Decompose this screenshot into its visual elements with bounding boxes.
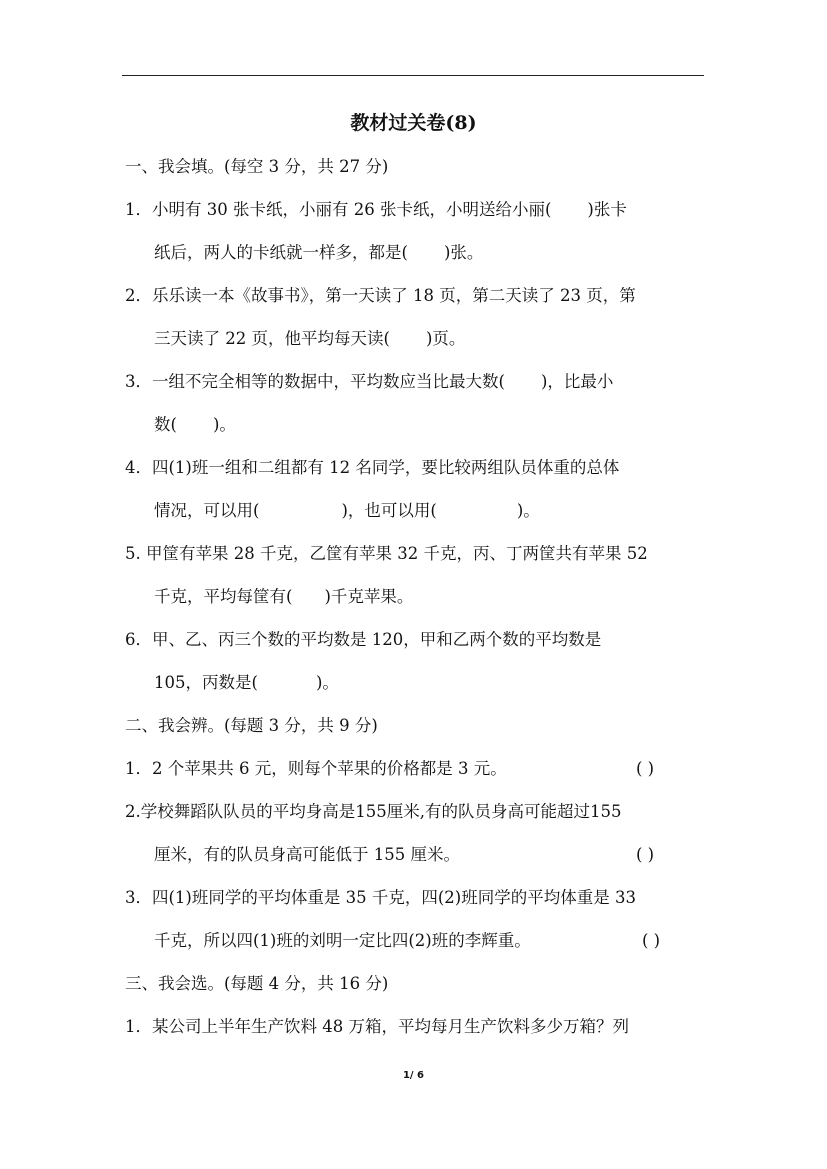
section-2-heading: 二、我会辨。(每题 3 分，共 9 分) bbox=[125, 716, 378, 735]
section-1-heading: 一、我会填。(每空 3 分，共 27 分) bbox=[125, 157, 389, 176]
s1-q4-line2: 情况，可以用( )，也可以用( )。 bbox=[154, 501, 540, 520]
s3-q1-line1: 1．某公司上半年生产饮料 48 万箱，平均每月生产饮料多少万箱？列 bbox=[125, 1017, 629, 1036]
s2-q1-line1: 1．2 个苹果共 6 元，则每个苹果的价格都是 3 元。 bbox=[125, 759, 507, 778]
page-number: 1/ 6 bbox=[402, 1070, 425, 1081]
s2-q2-answer-bracket[interactable]: ( ) bbox=[636, 845, 655, 864]
section-3-heading: 三、我会选。(每题 4 分，共 16 分) bbox=[125, 974, 389, 993]
s1-q5-line2: 千克，平均每筐有( )千克苹果。 bbox=[154, 587, 414, 606]
s2-q2-line2: 厘米，有的队员身高可能低于 155 厘米。 bbox=[154, 845, 460, 864]
page-title: 教材过关卷(8) bbox=[350, 112, 477, 134]
s1-q4-line1: 4．四(1)班一组和二组都有 12 名同学，要比较两组队员体重的总体 bbox=[125, 458, 620, 477]
s1-q1-line2: 纸后，两人的卡纸就一样多，都是( )张。 bbox=[154, 243, 484, 262]
s1-q3-line1: 3．一组不完全相等的数据中，平均数应当比最大数( )，比最小 bbox=[125, 372, 614, 391]
s1-q2-line2: 三天读了 22 页，他平均每天读( )页。 bbox=[154, 329, 466, 348]
s1-q5-line1: 5. 甲筐有苹果 28 千克，乙筐有苹果 32 千克，丙、丁两筐共有苹果 52 bbox=[125, 544, 648, 563]
s2-q3-line2: 千克，所以四(1)班的刘明一定比四(2)班的李辉重。 bbox=[154, 931, 531, 950]
s1-q1-line1: 1．小明有 30 张卡纸，小丽有 26 张卡纸，小明送给小丽( )张卡 bbox=[125, 200, 627, 219]
s2-q3-line1: 3．四(1)班同学的平均体重是 35 千克，四(2)班同学的平均体重是 33 bbox=[125, 888, 636, 907]
s1-q3-line2: 数( )。 bbox=[154, 415, 236, 434]
s2-q3-answer-bracket[interactable]: ( ) bbox=[642, 931, 661, 950]
header-rule bbox=[122, 75, 704, 76]
s1-q2-line1: 2．乐乐读一本《故事书》，第一天读了 18 页，第二天读了 23 页，第 bbox=[125, 286, 636, 305]
s1-q6-line1: 6．甲、乙、丙三个数的平均数是 120，甲和乙两个数的平均数是 bbox=[125, 630, 602, 649]
s1-q6-line2: 105，丙数是( )。 bbox=[154, 673, 339, 692]
s2-q2-line1: 2.学校舞蹈队队员的平均身高是155厘米,有的队员身高可能超过155 bbox=[125, 802, 622, 821]
s2-q1-answer-bracket[interactable]: ( ) bbox=[636, 759, 655, 778]
